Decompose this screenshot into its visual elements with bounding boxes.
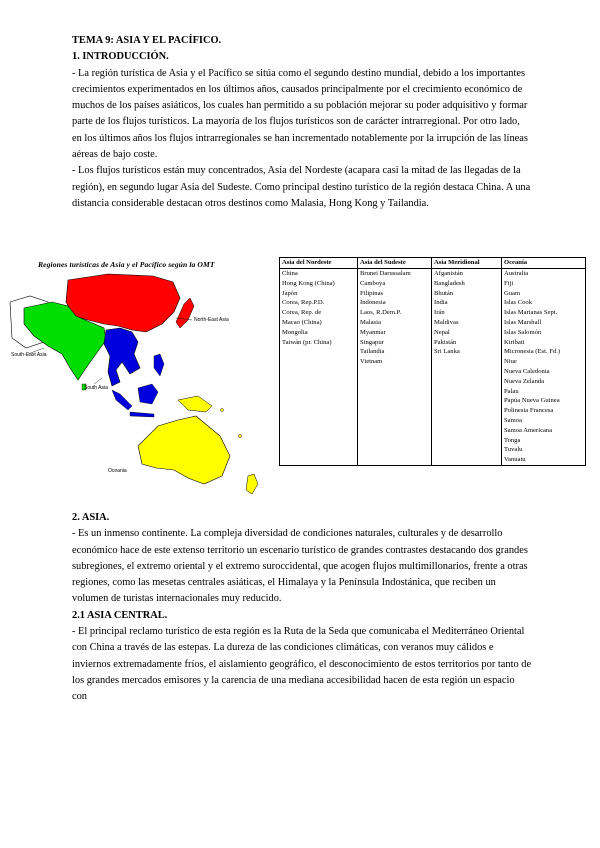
country-item: Hong Kong (China) <box>282 279 335 287</box>
country-item: Brunei Darussalam <box>360 270 411 277</box>
country-item: Nueva Zelanda <box>504 377 545 385</box>
country-item: Bhután <box>434 289 454 297</box>
country-item: Vietnam <box>360 358 383 366</box>
country-item: Filipinas <box>360 289 384 297</box>
table-header-oceania: Oceanía <box>502 258 586 269</box>
country-item: Islas Marshall <box>504 318 542 326</box>
country-item: Polinesia Francesa <box>504 407 554 415</box>
map-label-oceania: Oceania <box>108 468 127 474</box>
map-graphic <box>8 250 270 500</box>
country-item: Singapur <box>360 338 384 346</box>
asia-paragraph: - Es un inmenso continente. La compleja diversidad de condiciones naturales, culturales y de desarrollo económico hace de este extenso territorio un escenario turístico de grandes contrastes destacando dos grandes subregiones, el extremo oriental y el extremo suroccidental, que acogen flujos multimillonarios, frente a otras regiones, como las mesetas centrales asiáticas, el Himalaya y la Península Indostánica, que reciben un volumen de turistas internacionales muy reducido. <box>72 528 528 605</box>
north-east-countries <box>280 269 358 466</box>
table-header-row <box>280 258 586 269</box>
asia-section <box>72 510 532 706</box>
country-item: Afganistán <box>434 270 463 277</box>
document-title: TEMA 9: ASIA Y EL PACÍFICO. <box>72 35 222 46</box>
introduction-paragraph-1: - La región turística de Asia y el Pacífico se sitúa como el segundo destino mundial, debido a los importantes crecimientos experimentados en los últimos años, causados principalmente por el crecimiento económico de muchos de los países asiáticos, los cuales han permitido a su población mejorar su poder adquisitivo y formar parte de los flujos turísticos. La mayoría de los flujos turísticos son de carácter intrarregional. Por otro lado, en los últimos años los flujos intrarregionales se han incrementado notablemente por la irrupción de las líneas aéreas de bajo coste. <box>72 67 528 161</box>
introduction-section <box>72 33 532 212</box>
country-item: Australia <box>504 270 529 277</box>
country-item: Islas Salomón <box>504 328 542 336</box>
country-item: Japón <box>282 289 298 297</box>
country-item: Indonesia <box>360 299 386 307</box>
country-item: Macao (China) <box>282 318 322 326</box>
country-item: Tonga <box>504 436 521 444</box>
map-title: Regiones turísticas de Asia y el Pacífico según la OMT <box>38 260 215 269</box>
country-item: Tuvalu <box>504 446 523 454</box>
table-header-south-east: Asia del Sudeste <box>358 258 432 269</box>
country-item: Samoa <box>504 416 522 424</box>
table-row <box>280 269 586 466</box>
map-label-south: South Asia <box>84 385 108 391</box>
country-item: Niue <box>504 358 517 366</box>
country-item: Pakistán <box>434 338 457 346</box>
map-region-south-east <box>104 328 140 386</box>
table-header-north-east: Asia del Nordeste <box>280 258 358 269</box>
map-pacific-island <box>221 409 224 412</box>
country-item: Kiribati <box>504 338 525 346</box>
south-countries <box>432 269 502 466</box>
country-item: Nueva Caledonia <box>504 367 550 375</box>
country-item: Camboya <box>360 279 386 287</box>
country-item: Guam <box>504 289 521 297</box>
map-new-zealand <box>246 474 258 494</box>
central-asia-paragraph: - El principal reclamo turístico de esta región es la Ruta de la Seda que comunicaba el Mediterráneo Oriental con China a través de las estepas. La dureza de las condiciones climáticas, con veranos muy cálidos e inviernos extremadamente fríos, el aislamiento geográfico, el desconocimiento de estos territorios por tanto de los grandes mercados emisores y la carencia de una mediana accesibilidad hacen de esta región un espacio con <box>72 626 532 703</box>
map-sumatra <box>112 390 132 410</box>
country-item: Malasia <box>360 318 381 326</box>
regions-map <box>8 250 270 500</box>
section-heading-central-asia: 2.1 ASIA CENTRAL. <box>72 609 168 621</box>
country-item: Mongolia <box>282 328 308 336</box>
country-item: Islas Marianas Sept. <box>504 309 558 317</box>
country-item: Palau <box>504 387 519 395</box>
map-label-north-east: North-East Asia <box>194 317 229 323</box>
country-item: Sri Lanka <box>434 348 460 356</box>
country-item: Fiji <box>504 279 514 287</box>
map-region-oceania <box>138 416 230 484</box>
country-item: Samoa Americana <box>504 426 553 434</box>
south-east-countries <box>358 269 432 466</box>
country-item: Tailandia <box>360 348 385 356</box>
section-heading-asia: 2. ASIA. <box>72 512 110 523</box>
oceania-countries <box>502 269 586 466</box>
country-item: Corea, Rep. de <box>282 309 322 317</box>
country-item: Taiwán (pr. China) <box>282 338 332 346</box>
country-item: Corea, Rep.P.D. <box>282 299 325 307</box>
section-heading-introduction: 1. INTRODUCCIÓN. <box>72 51 169 63</box>
country-item: Papúa Nueva Guinea <box>504 397 560 405</box>
country-item: China <box>282 270 298 277</box>
country-item: Bangladesh <box>434 279 465 287</box>
country-item: Myanmar <box>360 328 386 336</box>
map-borneo <box>138 384 158 404</box>
country-item: Nepal <box>434 328 450 336</box>
table-header-south: Asia Meridional <box>432 258 502 269</box>
country-item: Micronesia (Est. Fd.) <box>504 348 561 356</box>
regions-table <box>279 257 586 466</box>
map-pacific-island <box>239 435 242 438</box>
map-new-guinea <box>178 396 212 412</box>
map-japan <box>176 298 194 328</box>
country-item: Irán <box>434 309 445 317</box>
map-philippines <box>154 354 164 376</box>
country-item: India <box>434 299 448 307</box>
map-java <box>130 412 154 417</box>
country-item: Maldivas <box>434 318 459 326</box>
map-label-south-east: South-East Asia <box>11 352 47 358</box>
country-item: Laos, R.Dem.P. <box>360 309 402 317</box>
country-item: Islas Cook <box>504 299 533 307</box>
country-item: Vanuatu <box>504 456 526 464</box>
introduction-paragraph-2: - Los flujos turísticos están muy concentrados, Asia del Nordeste (acapara casi la mitad de las llegadas de la región), en segundo lugar Asia del Sudeste. Como principal destino turístico de la región destaca China. A una distancia considerable destacan otros destinos como Malasia, Hong Kong y Tailandia. <box>72 165 531 209</box>
